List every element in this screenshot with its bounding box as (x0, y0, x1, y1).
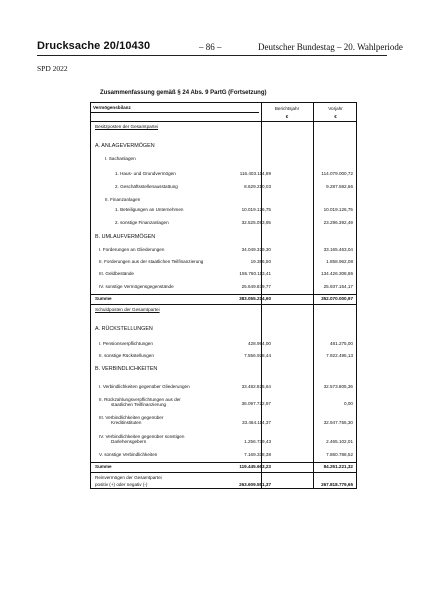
row-value-prev: 9.287.592,66 (326, 184, 353, 189)
row-value-year: 428.994,00 (248, 341, 271, 346)
row-divider (91, 294, 356, 295)
row-label: I. Forderungen an Gliederungen (99, 247, 165, 252)
row-divider (91, 462, 356, 463)
row-label: 1. Haus- und Grundvermögen (115, 171, 176, 176)
row-value-prev: 32.573.805,36 (323, 384, 353, 389)
row-value-year: 33.482.825,64 (241, 384, 271, 389)
row-label: II. Rückzahlungsverpflichtungen aus der (99, 397, 181, 402)
row-value-year: 1.256.739,43 (244, 439, 271, 444)
sum-value-prev: 84.251.221,32 (323, 464, 353, 469)
row-value-year: 10.019.126,75 (241, 207, 271, 212)
row-label: V. sonstige Verbindlichkeiten (99, 452, 158, 457)
row-label: I. Pensionsverpflichtungen (99, 341, 153, 346)
row-label: III. Verbindlichkeiten gegenüber (99, 415, 164, 420)
row-value-year: 155.760.113,41 (239, 271, 271, 276)
column-header-prev: Vorjahr (328, 106, 343, 111)
row-value-prev: 23.296.392,49 (323, 220, 353, 225)
column-divider (313, 103, 314, 488)
party-year: SPD 2022 (37, 64, 68, 73)
row-label: II. Forderungen aus der staatlichen Teilfinanzierung (99, 259, 204, 264)
header-underline (91, 112, 259, 113)
group-heading: B. VERBINDLICHKEITEN (95, 366, 158, 372)
row-value-prev: 134.426.308,86 (321, 271, 353, 276)
row-divider (91, 304, 356, 305)
row-value-year: 8.629.210,03 (244, 184, 271, 189)
row-value-year: 36.097.722,97 (241, 401, 271, 406)
row-value-year: 7.169.338,38 (244, 452, 271, 457)
row-label: IV. sonstige Vermögensgegenstände (99, 284, 174, 289)
sum-value-prev: 352.070.000,97 (321, 296, 353, 301)
row-label: I. Verbindlichkeiten gegenüber Gliederungen (99, 384, 190, 389)
sum-label: Summe (95, 296, 112, 301)
row-value-prev: 10.019.126,75 (323, 207, 353, 212)
row-label: III. Geldbestände (99, 271, 134, 276)
group-heading: A. ANLAGEVERMÖGEN (95, 143, 155, 149)
row-label: 1. Beteiligungen an Unternehmen (115, 207, 184, 212)
row-value-prev: 25.937.154,17 (323, 284, 353, 289)
row-value-prev: 33.165.463,04 (323, 247, 353, 252)
row-value-prev: 7.922.495,13 (326, 353, 353, 358)
row-value-year: 25.649.839,77 (241, 284, 271, 289)
section-heading-assets: Besitzposten der Gesamtpartei (95, 124, 159, 129)
row-value-year: 33.464.114,37 (241, 420, 271, 425)
row-label: 2. sonstige Finanzanlagen (115, 220, 169, 225)
table-subtitle: Zusammenfassung gemäß § 24 Abs. 9 PartG (Fortsetzung) (100, 90, 267, 96)
row-value-year: 116.403.114,89 (239, 171, 271, 176)
header-rule (37, 55, 387, 56)
net-assets-value-year: 263.609.551,37 (239, 482, 271, 487)
row-value-prev: 2.465.102,01 (326, 439, 353, 444)
net-assets-value-prev: 267.818.779,65 (321, 482, 353, 487)
row-value-year: 32.525.093,95 (241, 220, 271, 225)
currency-year: € (285, 114, 289, 119)
document-number: Drucksache 20/10430 (37, 40, 151, 52)
row-label: IV. Verbindlichkeiten gegenüber sonstigen (99, 434, 185, 439)
row-value-prev: 7.860.788,52 (326, 452, 353, 457)
row-value-prev: 481.275,00 (330, 341, 353, 346)
page-number: – 86 – (199, 42, 222, 52)
source-label: Deutscher Bundestag – 20. Wahlperiode (258, 42, 403, 52)
row-label: II. sonstige Rückstellungen (99, 353, 154, 358)
row-value-prev: 32.947.755,30 (323, 420, 353, 425)
column-header-year: Berichtsjahr (274, 106, 300, 111)
row-value-year: 7.556.928,44 (244, 353, 271, 358)
row-value-year: 34.049.329,30 (241, 247, 271, 252)
row-value-prev: 0,00 (344, 401, 353, 406)
balance-table (90, 102, 357, 489)
row-value-prev: 1.858.962,08 (326, 259, 353, 264)
net-assets-label: Reinvermögen der Gesamtpartei (95, 475, 162, 480)
row-value-year: 19.386,50 (250, 259, 271, 264)
row-value-prev: 114.079.000,72 (321, 171, 353, 176)
group-heading: A. RÜCKSTELLUNGEN (95, 326, 153, 332)
group-heading: B. UMLAUFVERMÖGEN (95, 234, 156, 240)
sum-value-year: 119.445.663,23 (239, 464, 271, 469)
sum-value-year: 383.055.214,60 (239, 296, 271, 301)
row-label-cont: Darlehensgebern (111, 439, 147, 444)
subgroup-heading: II. Finanzanlagen (105, 197, 141, 202)
row-label-cont: Kreditinstituten (111, 420, 142, 425)
row-label: 2. Geschäftsstellenausstattung (115, 184, 178, 189)
section-heading-liabilities: Schuldposten der Gesamtpartei (95, 307, 160, 312)
row-label-cont: staatlichen Teilfinanzierung (111, 402, 167, 407)
subgroup-heading: I. Sachanlagen (105, 156, 136, 161)
sum-label: Summe (95, 464, 112, 469)
currency-prev: € (334, 114, 337, 119)
header-bottom-line (91, 121, 356, 122)
column-header-label: Vermögensbilanz (93, 105, 131, 110)
row-divider (91, 472, 356, 473)
net-assets-label-cont: positiv (+) oder negativ (-) (95, 482, 148, 487)
